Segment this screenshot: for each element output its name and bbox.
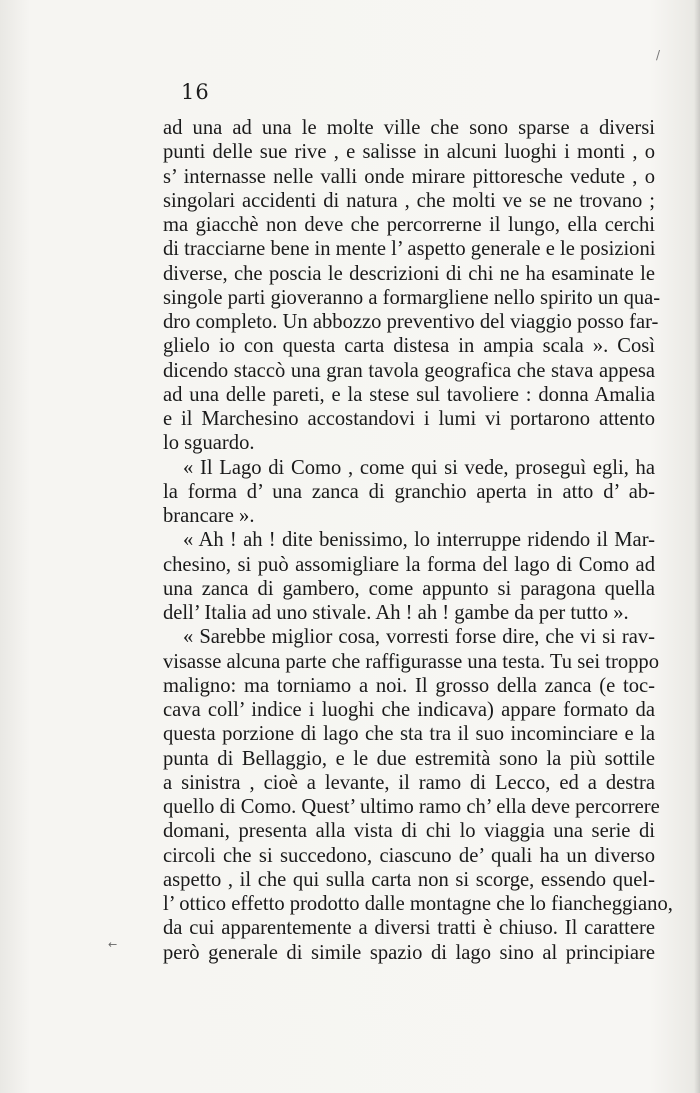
text-line: dell’ Italia ad uno stivale. Ah ! ah ! gambe da per tutto ». (163, 602, 629, 624)
text-line: di tracciarne bene in mente l’ aspetto generale e le posizioni (163, 238, 656, 261)
stray-mark-left: ← (108, 938, 118, 951)
text-line: cava coll’ indice i luoghi che indicava) appare formato da (163, 699, 655, 721)
text-line: brancare ». (163, 505, 255, 527)
text-line: ma giacchè non deve che percorrerne il lungo, ella cerchi (163, 214, 655, 236)
text-line: e il Marchesino accostandovi i lumi vi portarono attento (163, 408, 655, 430)
text-line: punta di Bellaggio, e le due estremità sono la più sottile (163, 747, 655, 770)
text-line: da cui apparentemente a diversi tratti è chiuso. Il carattere (163, 917, 655, 940)
paragraph (163, 456, 655, 529)
text-line: ad una delle pareti, e la stese sul tavoliere : donna Amalia (163, 383, 655, 406)
page-edge-shadow (694, 0, 700, 1093)
text-line: aspetto , il che qui sulla carta non si scorge, essendo quel- (163, 868, 655, 891)
text-line: però generale di simile spazio di lago sino al principiare (163, 941, 655, 964)
text-line: circoli che si succedono, ciascuno de’ quali ha un diverso (163, 844, 655, 867)
text-line: visasse alcuna parte che raffigurasse una testa. Tu sei troppo (163, 650, 660, 673)
body-text (163, 116, 673, 965)
text-line: punti delle sue rive , e salisse in alcuni luoghi i monti , o (163, 141, 655, 164)
text-line: diverse, che poscia le descrizioni di chi ne ha esaminate le (163, 262, 655, 285)
text-line: una zanca di gambero, come appunto si paragona quella (163, 577, 655, 600)
text-line: la forma d’ una zanca di granchio aperta in atto d’ ab- (163, 480, 655, 503)
text-line: domani, presenta alla vista di chi lo viaggia una serie di (163, 820, 655, 843)
text-line: quello di Como. Quest’ ultimo ramo ch’ ella deve percorrere (163, 796, 660, 818)
text-line: « Ah ! ah ! dite benissimo, lo interruppe ridendo il Mar- (183, 529, 655, 552)
text-line: singole parti gioveranno a formargliene nello spirito un qua- (163, 286, 661, 309)
text-line: dro completo. Un abbozzo preventivo del viaggio posso far- (163, 311, 659, 333)
text-line: maligno: ma torniamo a noi. Il grosso della zanca (e toc- (163, 674, 655, 697)
text-line: a sinistra , cioè a levante, il ramo di Lecco, ed a destra (163, 771, 655, 794)
text-line: chesino, si può assomigliare la forma del lago di Como ad (163, 553, 655, 576)
text-line: dicendo staccò una gran tavola geografica che stava appesa (163, 359, 655, 382)
stray-mark-top: / (656, 48, 661, 62)
text-line: « Il Lago di Como , come qui si vede, proseguì egli, ha (183, 456, 655, 479)
text-line: singolari accidenti di natura , che molti ve se ne trovano ; (163, 189, 655, 212)
text-line: glielo io con questa carta distesa in ampia scala ». Così (163, 335, 655, 358)
text-line: ad una ad una le molte ville che sono sparse a diversi (163, 117, 655, 139)
paragraph (163, 625, 673, 965)
paragraph (163, 116, 661, 456)
paragraph (163, 528, 655, 625)
page-number: 16 (181, 80, 210, 104)
text-line: l’ ottico effetto prodotto dalle montagne che lo fiancheggiano, (163, 893, 673, 915)
text-line: « Sarebbe miglior cosa, vorresti forse dire, che vi si rav- (183, 626, 655, 649)
text-line: questa porzione di lago che sta tra il suo incominciare e la (163, 723, 655, 746)
text-line: s’ internasse nelle valli onde mirare pittoresche vedute , o (163, 165, 655, 188)
text-line: lo sguardo. (163, 432, 255, 455)
